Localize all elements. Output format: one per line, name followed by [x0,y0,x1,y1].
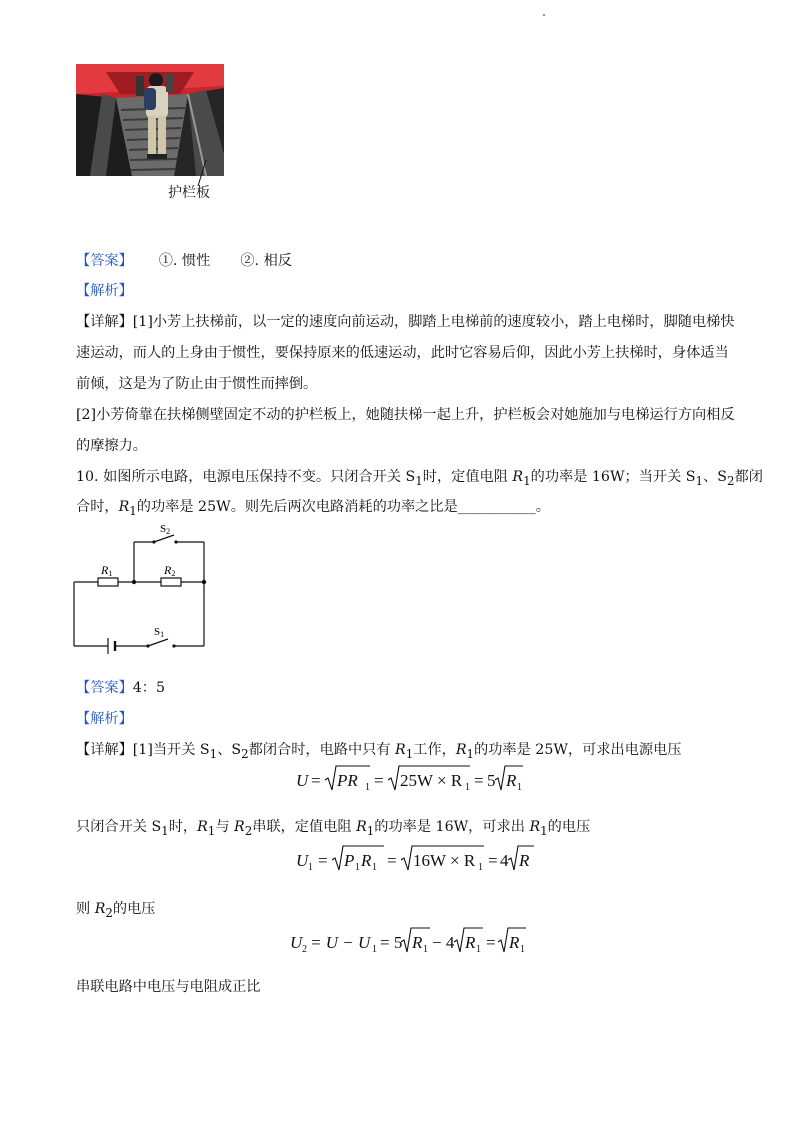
var-r: R [512,469,524,485]
junction-dot [202,580,206,584]
answer-blank: ___________ [457,499,536,515]
answer-tag: 【答案】 [76,253,133,269]
stem-text: 都闭 [734,469,763,485]
q10-answer-line [76,677,165,699]
detail-text: 工作， [413,742,456,758]
f3-r: R [465,933,476,952]
text: 时， [168,819,198,835]
detail-text: 、S [217,742,242,758]
answer-tag: 【答案】 [76,680,133,696]
subscript: 1 [540,823,548,838]
q9-detail-line-3: 前倾，这是为了防止由于惯性而摔倒。 [76,376,318,392]
f3-coef5: = 5 [380,933,403,952]
f3-coef4: − 4 [432,933,455,952]
f3-sub: 1 [476,944,481,955]
detail-text: 都闭合时，电路中只有 [248,742,396,758]
q9-detail-line-4: [2]小芳倚靠在扶梯侧壁固定不动的护栏板上，她随扶梯一起上升，护栏板会对她施加与电梯运行方向相反 [76,407,735,423]
q10-stem-line-2 [76,496,550,522]
text: 则 [76,901,95,917]
label-s1: S1 [154,626,165,639]
var-r: R [395,742,406,758]
q10-text-line-3 [76,898,156,924]
detail-text: [1]当开关 S [132,742,210,758]
f1-eq: = [374,771,384,790]
formula-supply-voltage-tail [505,762,545,796]
q9-analysis-tag: 【解析】 [76,283,133,299]
f2-r-last: R [519,851,530,870]
formula-supply-voltage [294,762,514,796]
f3-sub: 2 [302,944,307,955]
resistor-r1 [98,578,118,586]
var-r: R [118,499,130,515]
stem-text: 、S [703,469,727,485]
f1-pr: PR [337,771,358,790]
f3-r: R [509,933,520,952]
f1-eq: = [474,771,484,790]
detail-tag: 【详解】 [76,742,133,758]
speck [543,14,545,16]
stem-text: 时，定值电阻 [422,469,513,485]
var-r: R [529,819,541,835]
switch-contact [174,540,177,543]
f2-sub: 1 [355,862,360,873]
f3-eq: = [486,933,496,952]
f2-16w: 16W × R [413,851,476,870]
junction-dot [132,580,136,584]
label-r2: R2 [164,563,176,578]
f1-eq: = [311,771,321,790]
subscript: 1 [207,823,216,838]
subscript: 2 [105,905,113,920]
switch-contact [172,644,175,647]
switch-contact [152,540,155,543]
f3-diff: = U − U [310,933,371,952]
detail-text: [1]小芳上扶梯前，以一定的速度向前运动，脚踏上电梯前的速度较小，踏上电梯时，脚随电梯快 [132,314,735,330]
q10-stem-line-1 [76,466,763,492]
f3-sub: 1 [520,944,525,955]
text: 的电压 [112,901,156,917]
stem-text: 10. 如图所示电路，电源电压保持不变。只闭合开关 S [76,469,416,485]
answer-1: ①. 惯性 [158,253,211,269]
f1-coef: 5 [487,771,496,790]
text: 的功率是 16W，可求出 [374,819,530,835]
switch-contact [146,644,149,647]
subscript: 1 [695,473,704,488]
f2-r: R [361,851,372,870]
q9-detail-line-5: 的摩擦力。 [76,438,147,454]
f1-sub: 1 [517,782,522,793]
subscript: 1 [405,746,414,761]
f1-sub: 1 [365,782,370,793]
f2-eq: = [318,851,328,870]
text: 只闭合开关 S [76,819,162,835]
photo-caption: 护栏板 [168,185,210,201]
f2-coef: 4 [500,851,509,870]
f2-u: U [296,851,309,870]
subscript: 2 [244,823,253,838]
answer-value: 4：5 [132,680,166,696]
q9-detail-line-2: 速运动，而人的上身由于惯性，要保持原来的低速运动，此时它容易后仰，因此小芳上扶梯时，身体适当 [76,345,729,361]
f1-u: U [296,771,309,790]
f3-u: U [290,933,303,952]
switch-s2-blade [154,535,174,542]
text: 的电压 [547,819,591,835]
q10-detail-line-1 [76,739,681,765]
subscript: 1 [415,473,423,488]
subscript: 1 [523,473,531,488]
detail-tag: 【详解】 [76,314,133,330]
circuit-diagram [70,522,210,654]
f2-sub: 1 [372,862,377,873]
formula-u2 [288,924,528,958]
var-r: R [234,819,245,835]
subscript: 1 [161,823,169,838]
f1-sub: 1 [465,782,470,793]
q10-analysis-tag: 【解析】 [76,711,133,727]
f2-sub: 1 [308,862,313,873]
stem-text: 的功率是 16W；当开关 S [530,469,696,485]
var-r: R [455,742,467,758]
q9-answer-line [76,250,292,272]
q9-detail-line-1 [76,311,735,333]
f2-eq: = [488,851,498,870]
f1-r: R [506,771,517,790]
q10-text-line-4: 串联电路中电压与电阻成正比 [76,979,261,995]
var-r: R [197,819,208,835]
f2-p: P [344,851,355,870]
f2-eq: = [387,851,397,870]
resistor-r2 [161,578,181,586]
subscript: 1 [366,823,375,838]
stem-text: 合时， [76,499,119,515]
var-r: R [356,819,367,835]
stem-text: 的功率是 25W。则先后两次电路消耗的功率之比是 [136,499,458,515]
subscript: 1 [129,503,137,518]
label-s2: S2 [160,523,171,536]
subscript: 2 [726,473,735,488]
q10-text-line-2 [76,816,590,842]
f1-25w: 25W × R [400,771,463,790]
stem-text: 。 [535,499,550,515]
var-r: R [94,901,106,917]
subscript: 2 [241,746,249,761]
answer-2: ②. 相反 [240,253,292,269]
subscript: 1 [209,746,218,761]
f3-sub: 1 [423,944,428,955]
f2-sub: 1 [478,862,483,873]
formula-u1 [294,842,534,876]
label-r1: R1 [101,563,113,578]
text: 与 [215,819,235,835]
switch-s1-blade [148,639,168,646]
f3-sub: 1 [372,944,377,955]
detail-text: 的功率是 25W，可求出电源电压 [474,742,682,758]
text: 串联，定值电阻 [252,819,357,835]
subscript: 1 [466,746,475,761]
f3-r: R [412,933,423,952]
